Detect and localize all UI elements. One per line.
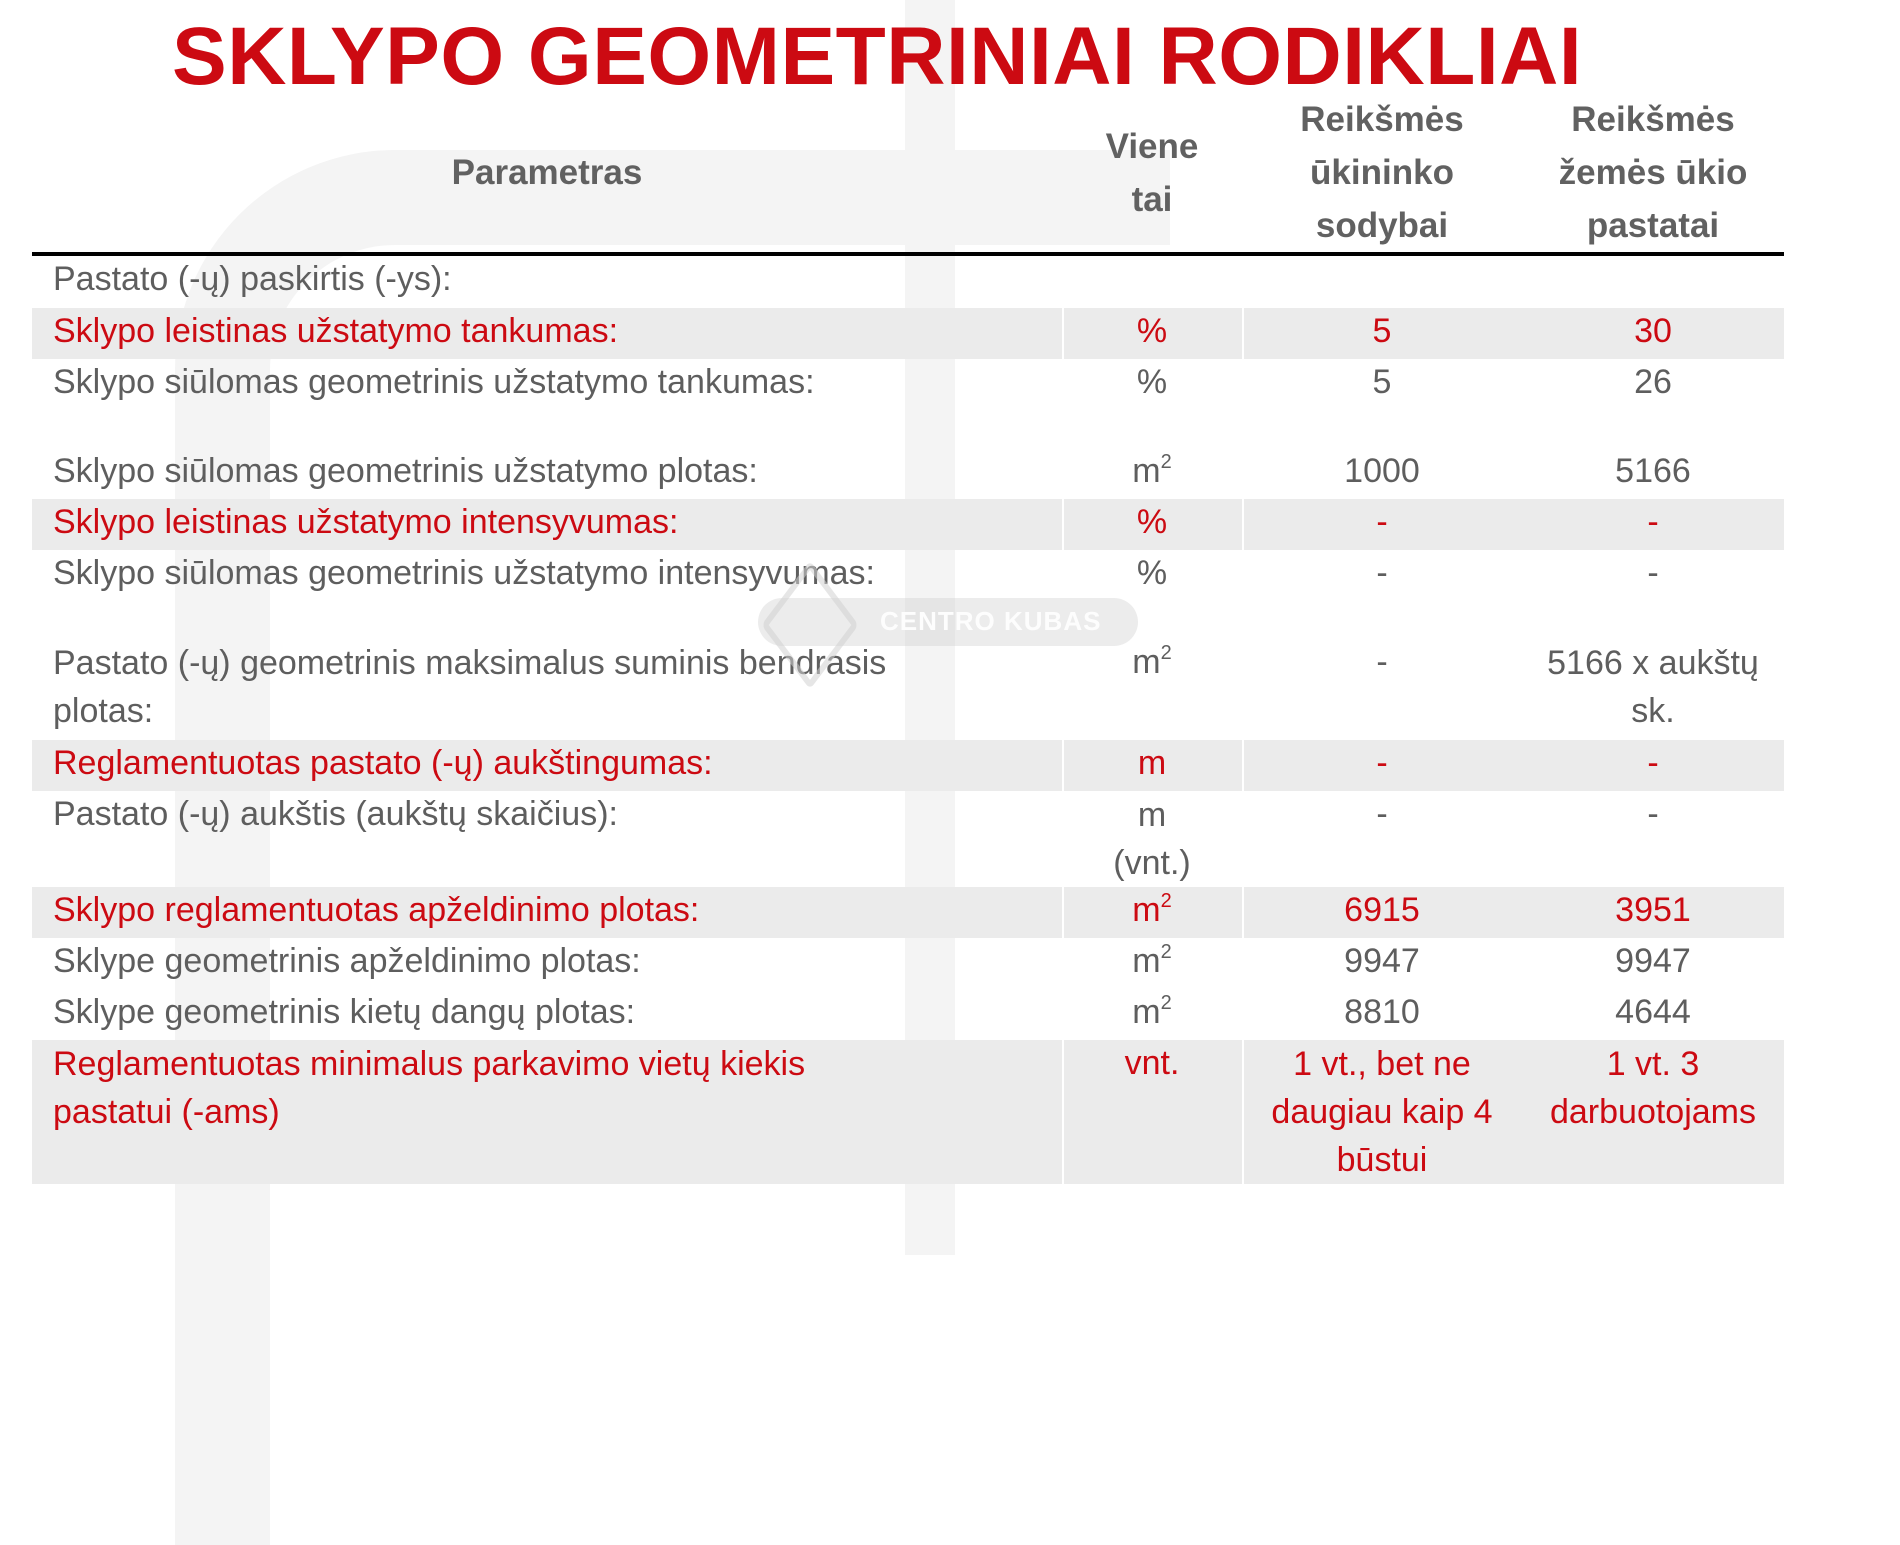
value-line3: būstui [1336, 1141, 1428, 1179]
header-parameter-label: Parametras [451, 153, 643, 192]
row-parameter: Sklype geometrinis apželdinimo plotas: [53, 942, 641, 980]
unit-superscript: 2 [1160, 940, 1172, 963]
header-unit-line1: Viene [1105, 126, 1199, 166]
row-value-agricultural: 26 [1634, 363, 1672, 401]
row-value-agricultural [1522, 1040, 1784, 1184]
value-line2: sk. [1631, 692, 1675, 730]
row-parameter [32, 1040, 1062, 1184]
table-row-highlighted [32, 499, 1784, 550]
row-unit [1062, 639, 1242, 740]
table-row [32, 989, 1784, 1040]
table-row [32, 448, 1784, 499]
row-value-farmstead: 6915 [1242, 887, 1522, 938]
unit-line2: (vnt.) [1113, 844, 1191, 882]
row-unit: % [1136, 554, 1168, 592]
row-unit [1062, 887, 1242, 938]
row-value-farmstead: - [1242, 499, 1522, 550]
value-line1: 1 vt., bet ne [1293, 1045, 1471, 1083]
table-row [32, 791, 1784, 887]
header-col3-line1: Reikšmės [1300, 100, 1464, 139]
table-row [32, 639, 1784, 740]
unit-text: m [1132, 942, 1161, 980]
header-col3-line3: sodybai [1315, 206, 1449, 245]
row-value-farmstead [1242, 1040, 1522, 1184]
row-value-agricultural: - [1522, 499, 1784, 550]
row-parameter: Pastato (-ų) paskirtis (-ys): [53, 260, 452, 298]
row-value-farmstead: - [1376, 795, 1388, 833]
row-value-agricultural: 5166 [1615, 452, 1691, 490]
row-unit: m [1062, 740, 1242, 791]
unit-superscript: 2 [1160, 641, 1172, 664]
row-parameter-line1: Reglamentuotas minimalus parkavimo vietų kiekis [53, 1045, 806, 1083]
header-farmstead-values [1242, 93, 1522, 254]
header-agricultural-values [1522, 93, 1784, 254]
row-parameter: Sklypo siūlomas geometrinis užstatymo intensyvumas: [53, 554, 875, 592]
header-unit-line2: tai [1131, 179, 1173, 219]
row-parameter: Sklypo siūlomas geometrinis užstatymo plotas: [53, 452, 758, 490]
row-value-agricultural [1522, 639, 1784, 740]
row-unit [1062, 448, 1242, 499]
row-value-agricultural: - [1647, 795, 1659, 833]
table-row-highlighted [32, 1040, 1784, 1184]
row-unit [1062, 989, 1242, 1040]
row-parameter: Sklypo siūlomas geometrinis užstatymo tankumas: [53, 363, 815, 401]
row-value-farmstead: - [1376, 554, 1388, 592]
table-row [32, 938, 1784, 989]
row-value-farmstead: 9947 [1344, 942, 1420, 980]
row-value-agricultural: 3951 [1522, 887, 1784, 938]
value-line2: daugiau kaip 4 [1271, 1093, 1493, 1131]
row-value-agricultural: 30 [1522, 308, 1784, 359]
row-value-farmstead: - [1242, 740, 1522, 791]
table-header-row [32, 93, 1784, 254]
table-row-highlighted [32, 740, 1784, 791]
header-col3-line2: ūkininko [1310, 153, 1454, 192]
row-unit: % [1062, 308, 1242, 359]
row-parameter: Pastato (-ų) aukštis (aukštų skaičius): [53, 795, 618, 833]
unit-line1: m [1137, 796, 1167, 834]
header-col4-line3: pastatai [1586, 206, 1720, 245]
row-unit: vnt. [1062, 1040, 1242, 1184]
watermark-text: CENTRO KUBAS [880, 606, 1102, 636]
value-line1: 1 vt. 3 [1606, 1045, 1700, 1083]
row-value-farmstead [1242, 254, 1522, 308]
row-value-agricultural [1522, 254, 1784, 308]
row-value-farmstead: 5 [1242, 308, 1522, 359]
row-unit [1062, 254, 1242, 308]
unit-superscript: 2 [1160, 889, 1172, 912]
unit-text: m [1132, 452, 1161, 490]
row-unit [1062, 938, 1242, 989]
row-value-farmstead: 5 [1372, 363, 1392, 401]
page-title: SKLYPO GEOMETRINIAI RODIKLIAI [172, 11, 1583, 102]
row-value-farmstead: 8810 [1344, 993, 1420, 1031]
unit-text: m [1132, 891, 1161, 929]
row-parameter-line2: pastatui (-ams) [53, 1093, 280, 1131]
row-parameter: Sklypo leistinas užstatymo intensyvumas: [32, 499, 1062, 550]
row-value-agricultural: - [1522, 740, 1784, 791]
header-parameter [32, 93, 1062, 254]
row-value-farmstead: - [1376, 643, 1388, 681]
unit-text: m [1132, 993, 1161, 1031]
row-value-agricultural: - [1647, 554, 1659, 592]
table-row [32, 359, 1784, 448]
row-parameter [32, 639, 1062, 740]
table-row-highlighted [32, 887, 1784, 938]
header-unit [1062, 93, 1242, 254]
row-parameter-line2: plotas: [53, 692, 154, 730]
row-parameter: Sklype geometrinis kietų dangų plotas: [53, 993, 636, 1031]
row-parameter: Sklypo leistinas užstatymo tankumas: [32, 308, 1062, 359]
unit-text: m [1132, 643, 1161, 681]
row-value-agricultural: 4644 [1615, 993, 1691, 1031]
row-value-agricultural: 9947 [1615, 942, 1691, 980]
row-parameter: Reglamentuotas pastato (-ų) aukštingumas: [32, 740, 1062, 791]
unit-superscript: 2 [1160, 991, 1172, 1014]
row-value-farmstead: 1000 [1344, 452, 1420, 490]
row-unit [1062, 791, 1242, 887]
row-unit: % [1062, 499, 1242, 550]
header-col4-line1: Reikšmės [1571, 100, 1735, 139]
value-line2: darbuotojams [1549, 1093, 1756, 1131]
header-col4-line2: žemės ūkio [1558, 153, 1748, 192]
unit-superscript: 2 [1160, 450, 1172, 473]
row-parameter-line1: Pastato (-ų) geometrinis maksimalus suminis bendrasis [53, 644, 887, 682]
table-row-highlighted [32, 308, 1784, 359]
value-line1: 5166 x aukštų [1547, 644, 1759, 682]
row-unit: % [1136, 363, 1168, 401]
table-row [32, 254, 1784, 308]
row-parameter: Sklypo reglamentuotas apželdinimo plotas: [32, 887, 1062, 938]
